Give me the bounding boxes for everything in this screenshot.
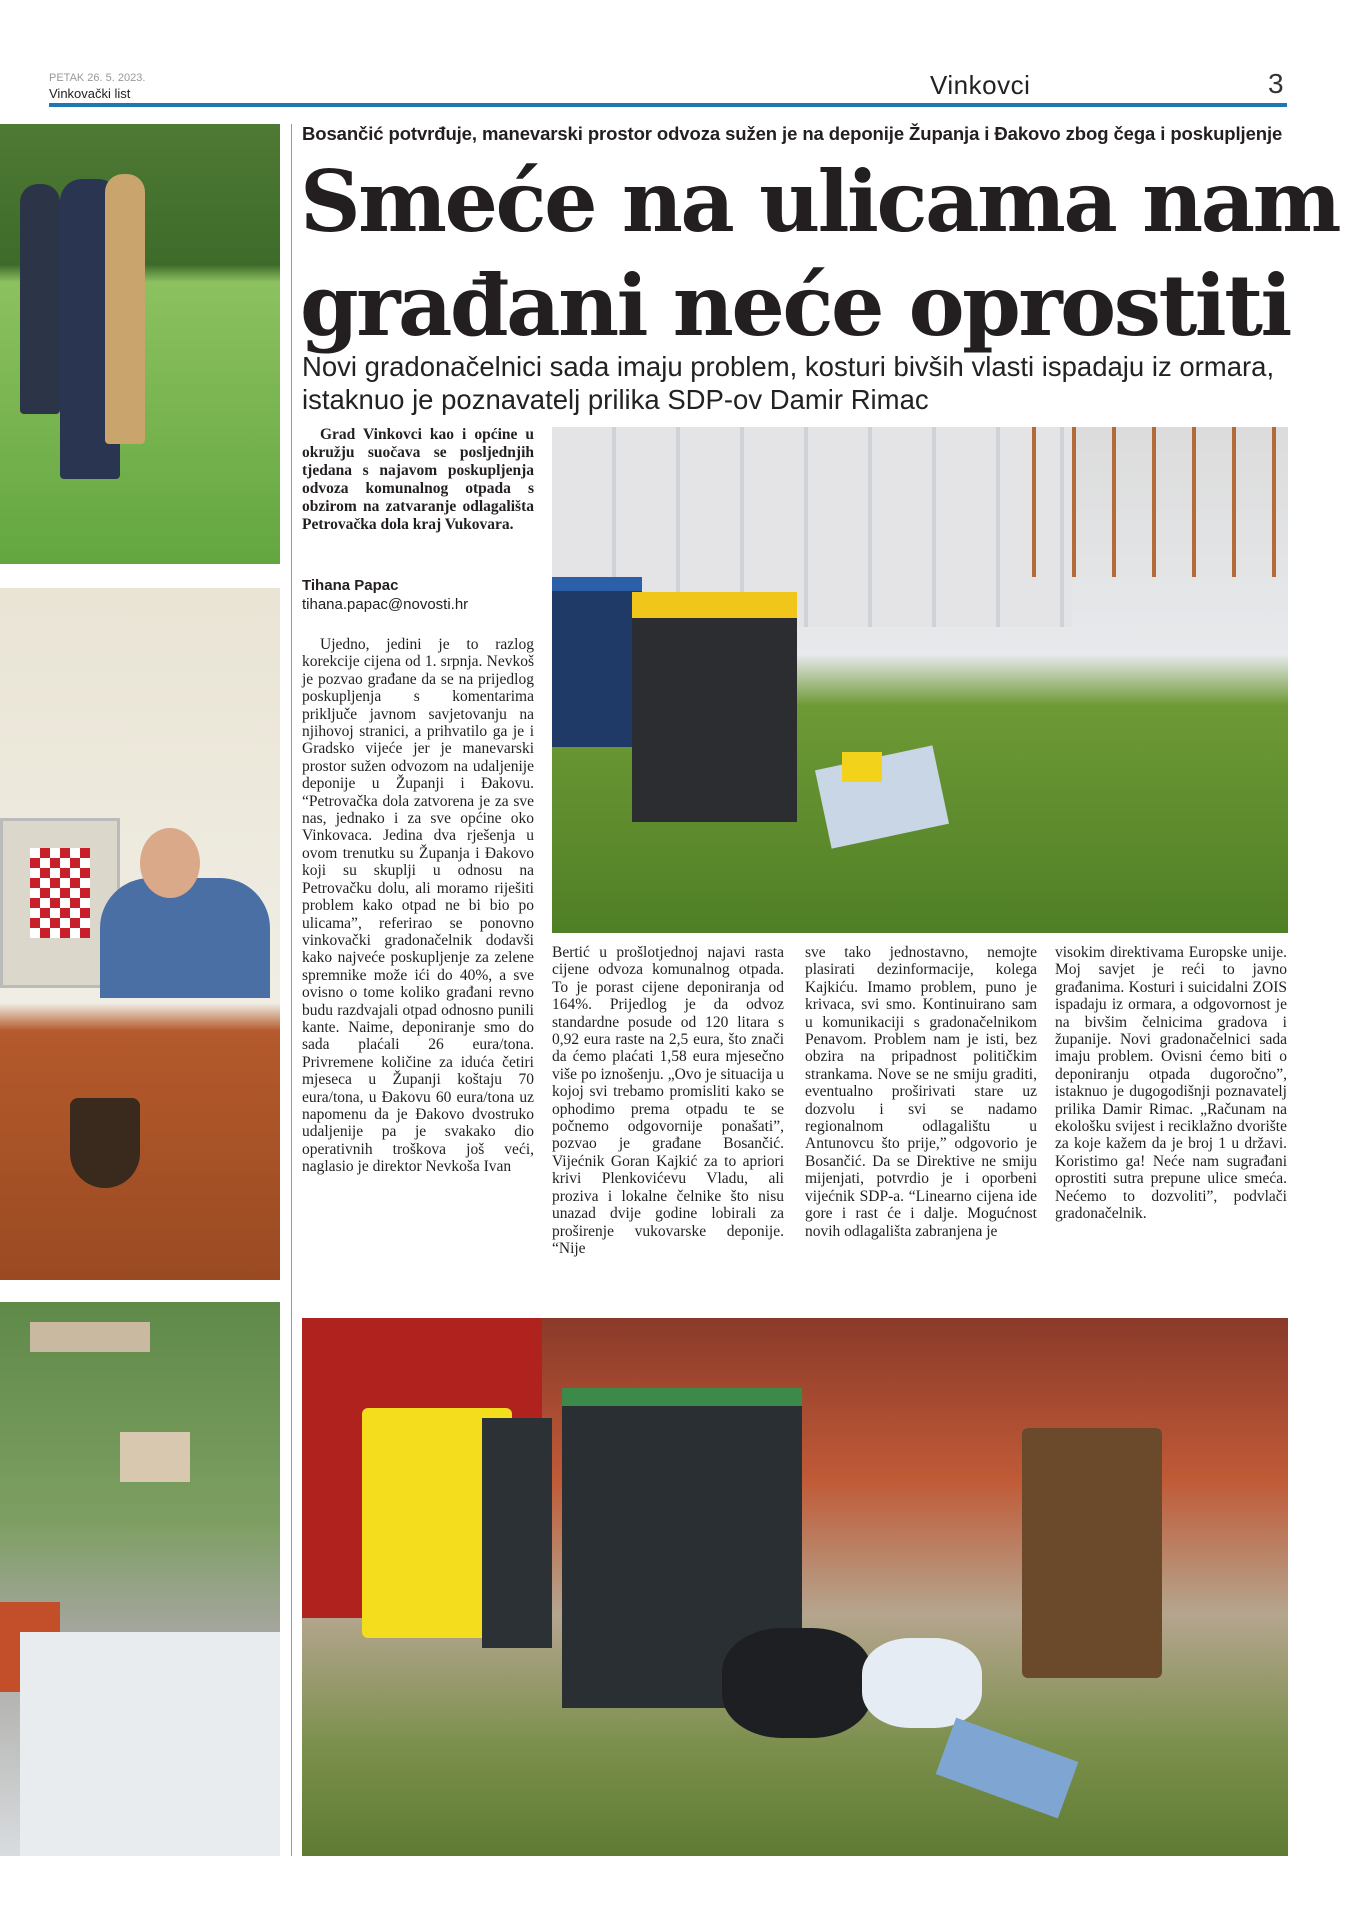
issue-date: PETAK 26. 5. 2023.	[49, 72, 146, 84]
article-headline	[300, 150, 1339, 358]
photo-waste-bins-scaffolding	[552, 427, 1288, 933]
section-title: Vinkovci	[930, 70, 1031, 100]
headline-line-1: Smeće na ulicama nam	[300, 152, 1339, 251]
photo-speaker-at-podium	[0, 588, 280, 1280]
article-lead: Grad Vinkovci kao i općine u okružju suočava se posljednjih tjedana s najavom poskupljenja odvoza komunalnog otpada s obzirom na zatvaranje odlagališta Petrovačka dola kraj Vukovara.	[302, 426, 534, 533]
author-email: tihana.papac@novosti.hr	[302, 596, 469, 613]
newspaper-name: Vinkovački list	[49, 86, 131, 101]
author-name: Tihana Papac	[302, 577, 399, 594]
article-kicker: Bosančić potvrđuje, manevarski prostor odvoza sužen je na deponije Županja i Đakovo zbog čega i poskupljenje	[302, 123, 1283, 144]
photo-officials-on-field	[0, 124, 280, 564]
headline-line-2: građani neće oprostiti	[300, 256, 1290, 355]
body-column-2: Bertić u prošlotjednoj najavi rasta cijene odvoza komunalnog otpada. To je porast cijene deponiranja od 164%. Prijedlog je da odvoz standardne posude od 120 litara s 0,92 eura raste na 2,5 eura, što znači da ćemo plaćati 1,58 eura mjesečno više po iznošenju. „Ovo je situacija u kojoj svi trebamo promisliti kako se ophodimo prema otpadu te se počnemo odgovornije ponašati”, pozvao je građane Bosančić. Vijećnik Goran Kajkić za to apriori krivi Plenkovićevu Vladu, ali proziva i lokalne čelnike što nisu unazad dvije godine lobirali za proširenje vukovarske deponije. “Nije	[552, 944, 784, 1257]
article-subheadline: Novi gradonačelnici sada imaju problem, kosturi bivših vlasti ispadaju iz ormara, istaknuo je poznavatelj prilika SDP-ov Damir Rimac	[302, 351, 1275, 415]
body-column-3: sve tako jednostavno, nemojte plasirati dezinformacije, kolega Kajkiću. Imamo problem, puno je krivaca, svi smo. Kontinuirano sam u komunikaciji s gradonačelnikom Penavom. Problem nam je isti, bez obzira na pripadnost političkim strankama. Nove se ne smiju graditi, eventualno proširivati stare uz dozvolu i svi se nadamo regionalnom odlagalištu u Antunovcu što prije,” odgovorio je Bosančić. Da se Direktive ne smiju mijenjati, potvrdio je i oporbeni vijećnik SDP-a. “Linearno cijena ide gore i rast će i dalje. Mogućnost novih odlagališta zabranjena je	[805, 944, 1037, 1240]
photo-aerial-town	[0, 1302, 280, 1856]
body-column-4: visokim direktivama Europske unije. Moj savjet je reći to javno građanima. Kosturi i suicidalni ZOIS ispadaju iz ormara, a odgovornost je na bivšim čelnicima gradova i županije. Novi gradonačelnici sada imaju problem. Ovisni ćemo biti o deponiranju otpada dugoročno”, istaknuo je dugogodišnji poznavatelj prilika Damir Rimac. „Računam na ekološku svijest i reciklažno dvorište za koje kažem da je broj 1 u državi. Koristimo ga! Neće nam sugrađani oprostiti sutra prepune ulice smeća. Nećemo to dozvoliti”, podvlači gradonačelnik.	[1055, 944, 1287, 1223]
photo-street-waste-bins	[302, 1318, 1288, 1856]
column-divider	[291, 124, 292, 1856]
page-number: 3	[1268, 68, 1284, 99]
header-rule	[49, 103, 1287, 107]
body-column-1: Ujedno, jedini je to razlog korekcije cijena od 1. srpnja. Nevkoš je pozvao građane da se na prijedlog poskupljenja s komentarima priključe javnom savjetovanju na njihovoj stranici, a prihvatilo ga je i Gradsko vijeće jer je manevarski prostor sužen odvozom na udaljenije deponije u Županji i Đakovu. “Petrovačka dola zatvorena je za sve nas, jednako i za sve općine oko Vinkovaca. Jedina dva rješenja u ovom trenutku su Županja i Đakovo koji su skuplji u odnosu na Petrovačku dolu, ali moramo riješiti problem kako otpad ne bi bio po ulicama”, referirao se ponovno vinkovački gradonačelnik dodavši kako najveće poskupljenje za zelene spremnike može ići do 40%, a sve ovisno o tome koliko građani revno budu razdvajali otpad odnosno punili kante. Naime, deponiranje smo do sada plaćali 26 eura/tona. Privremene količine za iduća četiri mjeseca u Županji koštaju 70 eura/tona, u Đakovu 60 eura/tona uz napomenu da je Đakovo dvostruko udaljenije pa je svakako dio operativnih troškova još veći, naglasio je direktor Nevkoša Ivan	[302, 636, 534, 1176]
